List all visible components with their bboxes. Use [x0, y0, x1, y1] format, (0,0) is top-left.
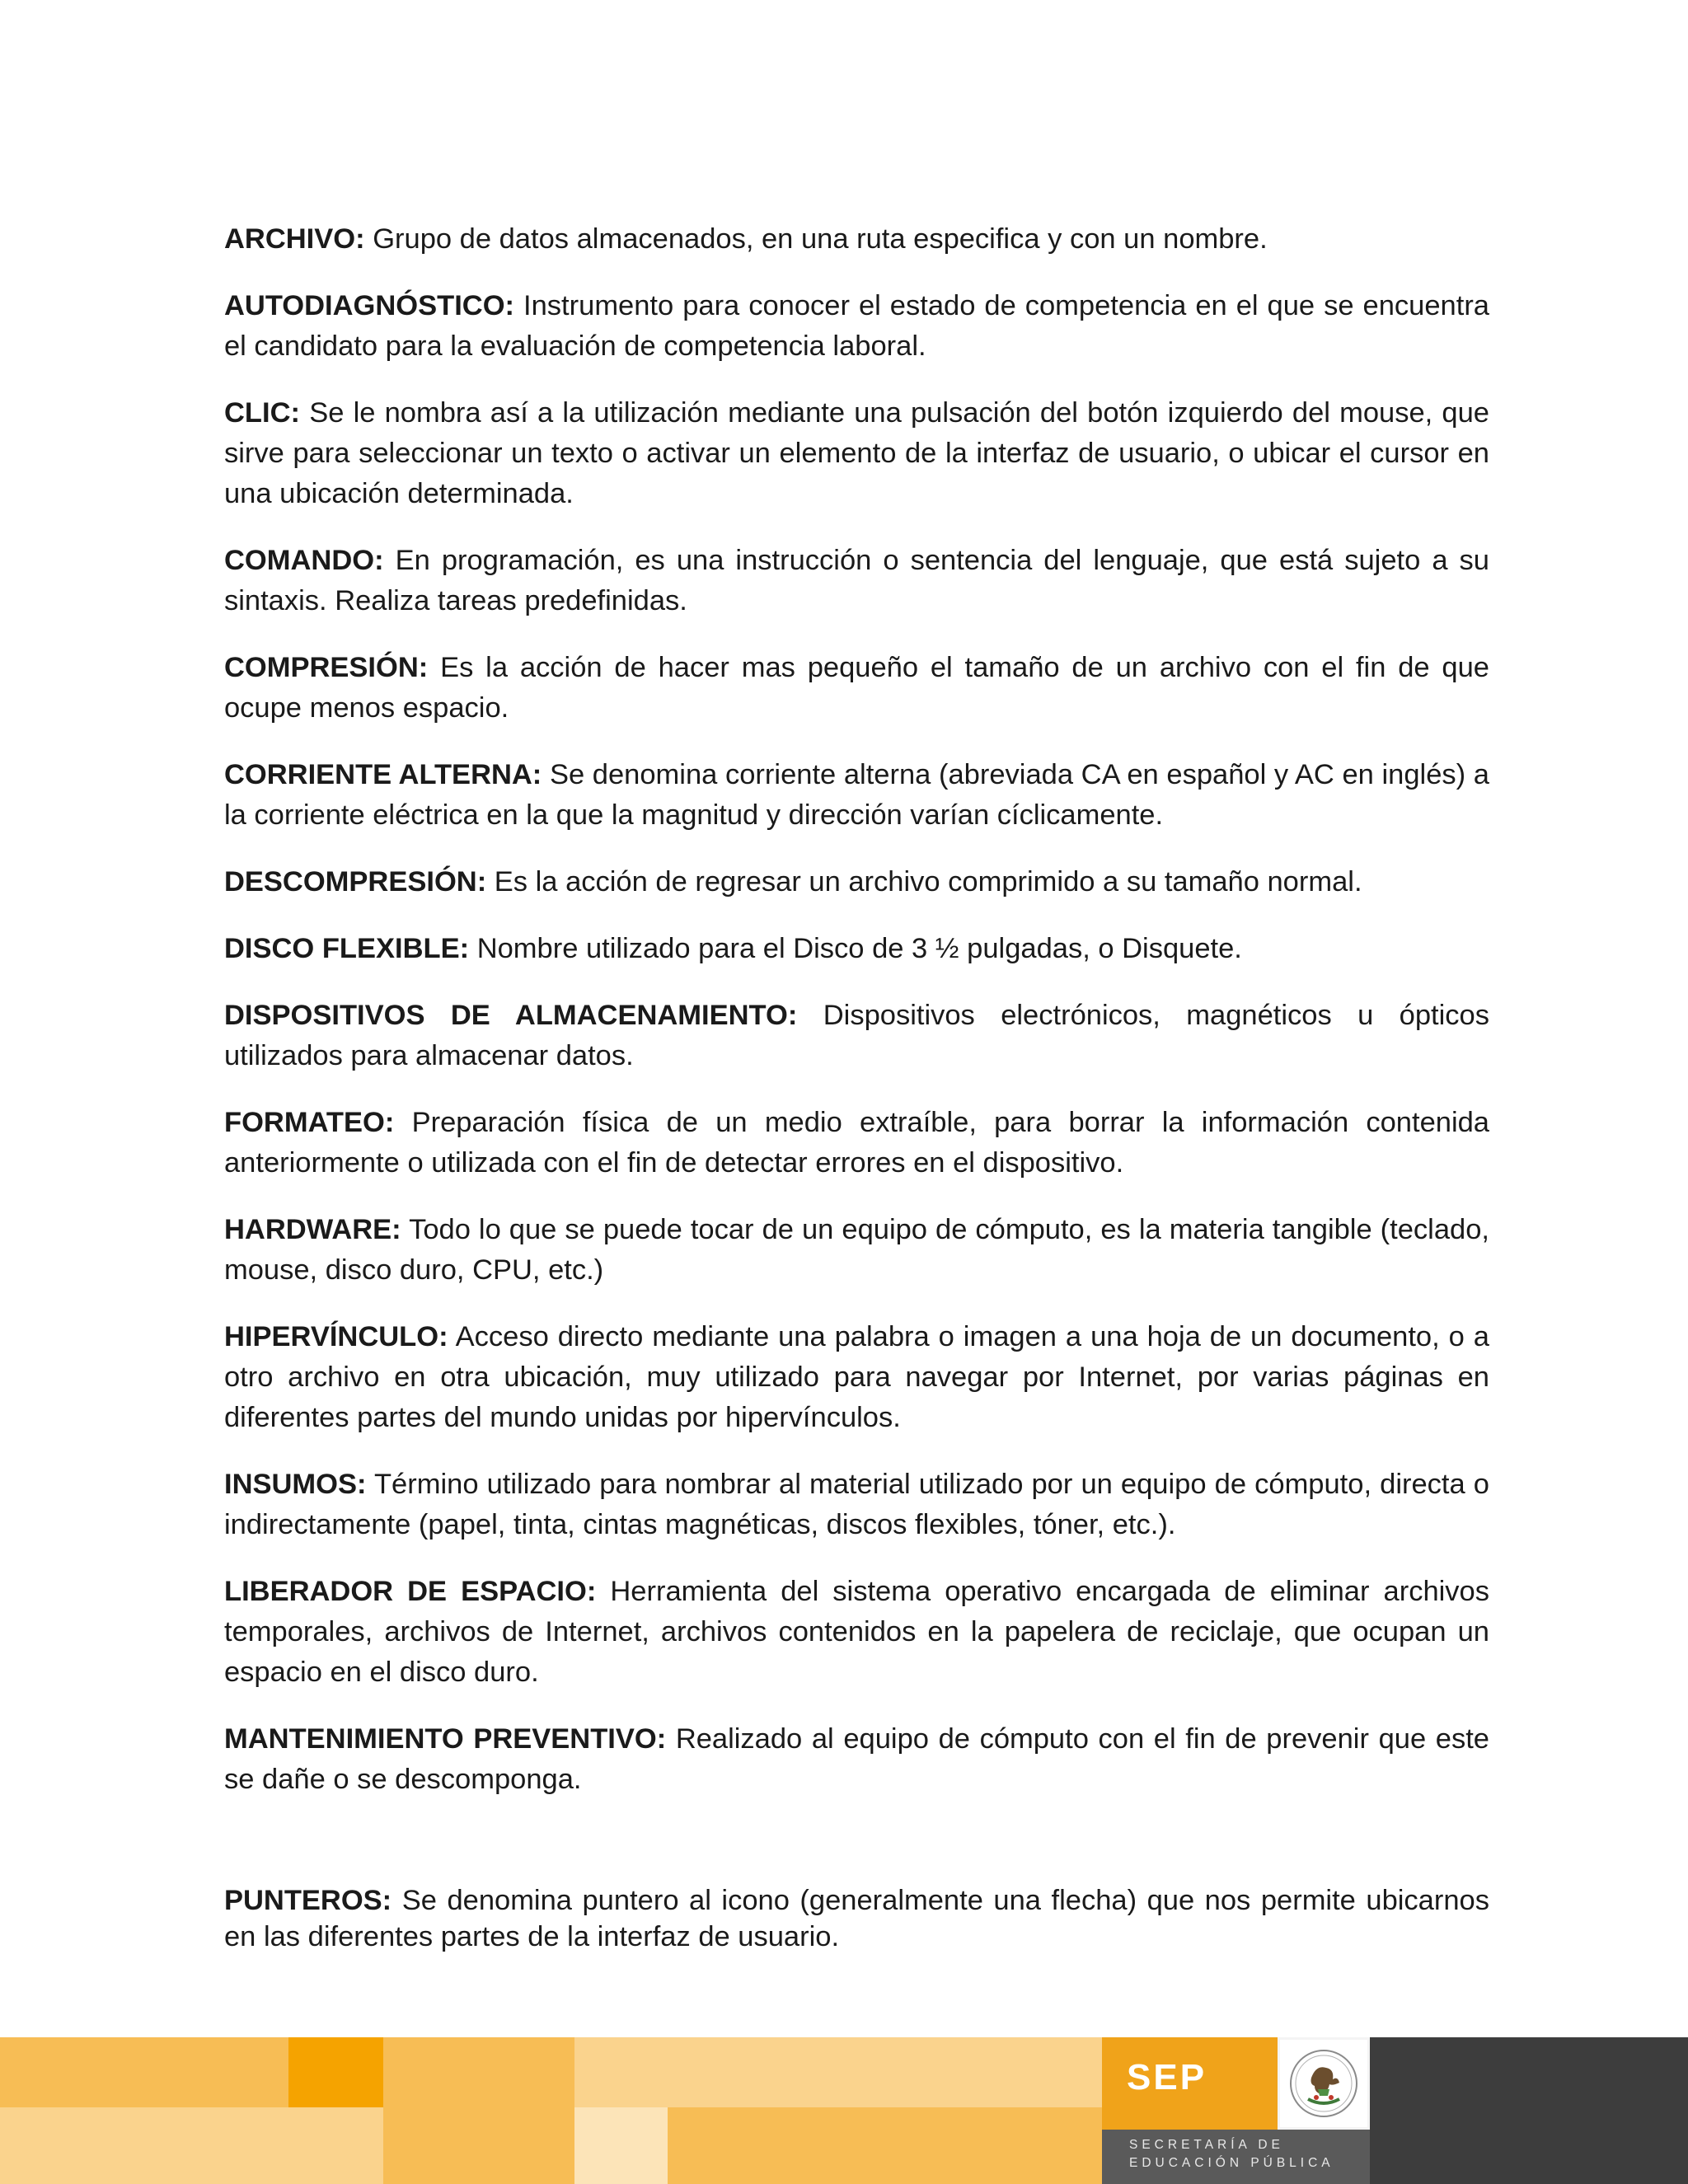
glossary-term: INSUMOS: — [224, 1469, 367, 1500]
footer-dark-block — [1370, 2037, 1688, 2184]
glossary-definition: Nombre utilizado para el Disco de 3 ½ pulgadas, o Disquete. — [476, 933, 1242, 964]
glossary-entry — [224, 541, 1489, 621]
glossary-definition: Realizado al equipo de cómputo con el fin de prevenir que este se dañe o se descomponga. — [224, 1723, 1489, 1795]
glossary-term: DISCO FLEXIBLE: — [224, 933, 470, 964]
sep-logo: SEP — [1127, 2057, 1207, 2097]
glossary-term: HIPERVÍNCULO: — [224, 1321, 448, 1352]
glossary-definition: Instrumento para conocer el estado de competencia en el que se encuentra el candidato para la evaluación de competencia laboral. — [224, 290, 1489, 362]
mexican-coat-of-arms-icon — [1280, 2040, 1367, 2127]
glossary-definition: Todo lo que se puede tocar de un equipo de cómputo, es la materia tangible (teclado, mouse, disco duro, CPU, etc.) — [224, 1214, 1489, 1286]
glossary-entry — [224, 1210, 1489, 1291]
footer-block — [668, 2107, 1102, 2184]
footer-block — [383, 2037, 574, 2107]
glossary-definition: Dispositivos electrónicos, magnéticos u ópticos utilizados para almacenar datos. — [224, 1000, 1489, 1071]
glossary-entry — [224, 1572, 1489, 1693]
glossary-definition: Término utilizado para nombrar al material utilizado por un equipo de cómputo, directa o indirectamente (papel, tinta, cintas magnéticas, discos flexibles, tóner, etc.). — [224, 1469, 1489, 1540]
glossary-entry — [224, 286, 1489, 367]
glossary-definition: Herramienta del sistema operativo encargada de eliminar archivos temporales, archivos de Internet, archivos contenidos en la papelera de reciclaje, que ocupan un espacio en el disco duro. — [224, 1576, 1489, 1688]
footer-block — [288, 2037, 383, 2107]
glossary-term: LIBERADOR DE ESPACIO: — [224, 1576, 597, 1607]
sep-subtitle-line1: SECRETARÍA DE — [1129, 2138, 1284, 2152]
sep-subtitle-line2: EDUCACIÓN PÚBLICA — [1129, 2156, 1334, 2170]
glossary-definition: Preparación física de un medio extraíble, para borrar la información contenida anteriormente o utilizada con el fin de detectar errores en el dispositivo. — [224, 1107, 1489, 1179]
glossary-term: COMPRESIÓN: — [224, 652, 429, 683]
glossary-entry — [224, 929, 1489, 969]
glossary-entry — [224, 648, 1489, 729]
glossary-term: HARDWARE: — [224, 1214, 401, 1245]
glossary-term: AUTODIAGNÓSTICO: — [224, 290, 515, 321]
glossary-definition: Se denomina corriente alterna (abreviada CA en español y AC en inglés) a la corriente eléctrica en la que la magnitud y dirección varían cíclicamente. — [224, 759, 1489, 831]
glossary-entry — [224, 393, 1489, 514]
glossary-term: COMANDO: — [224, 545, 384, 576]
glossary-entry — [224, 219, 1489, 260]
footer-block — [574, 2037, 1102, 2107]
glossary-definition: Acceso directo mediante una palabra o imagen a una hoja de un documento, o a otro archivo en otra ubicación, muy utilizado para navegar por Internet, por varias páginas en diferentes partes del mundo unidas por hipervínculos. — [224, 1321, 1489, 1433]
glossary-term: PUNTEROS: — [224, 1885, 392, 1916]
glossary-definition: Se denomina puntero al icono (generalmente una flecha) que nos permite ubicarnos en las diferentes partes de la interfaz de usuario. — [224, 1885, 1489, 1952]
footer-block — [0, 2037, 288, 2107]
glossary-entry — [224, 862, 1489, 902]
glossary-entry — [224, 1719, 1489, 1800]
glossary-entry — [224, 755, 1489, 836]
glossary-term: ARCHIVO: — [224, 223, 365, 255]
glossary-entry — [224, 1882, 1489, 1955]
footer-block — [574, 2107, 668, 2184]
footer-block — [383, 2107, 574, 2184]
glossary-term: CORRIENTE ALTERNA: — [224, 759, 542, 790]
glossary-definition: Es la acción de regresar un archivo comprimido a su tamaño normal. — [494, 866, 1362, 898]
glossary-term: FORMATEO: — [224, 1107, 395, 1138]
glossary-term: CLIC: — [224, 397, 300, 429]
glossary-definition: Es la acción de hacer mas pequeño el tamaño de un archivo con el fin de que ocupe menos espacio. — [224, 652, 1489, 724]
footer-banner — [0, 2037, 1688, 2184]
glossary-definition: Se le nombra así a la utilización mediante una pulsación del botón izquierdo del mouse, que sirve para seleccionar un texto o activar un elemento de la interfaz de usuario, o ubicar el cursor en una ubicación determinada. — [224, 397, 1489, 509]
glossary-entry — [224, 1317, 1489, 1438]
footer-block — [0, 2107, 383, 2184]
glossary-definition: Grupo de datos almacenados, en una ruta especifica y con un nombre. — [373, 223, 1268, 255]
glossary-entry — [224, 996, 1489, 1076]
glossary-definition: En programación, es una instrucción o sentencia del lenguaje, que está sujeto a su sintaxis. Realiza tareas predefinidas. — [224, 545, 1489, 616]
glossary-term: MANTENIMIENTO PREVENTIVO: — [224, 1723, 667, 1755]
glossary-term: DISPOSITIVOS DE ALMACENAMIENTO: — [224, 1000, 798, 1031]
glossary-entry — [224, 1103, 1489, 1183]
glossary — [224, 219, 1489, 1981]
glossary-entry — [224, 1465, 1489, 1545]
glossary-term: DESCOMPRESIÓN: — [224, 866, 487, 898]
